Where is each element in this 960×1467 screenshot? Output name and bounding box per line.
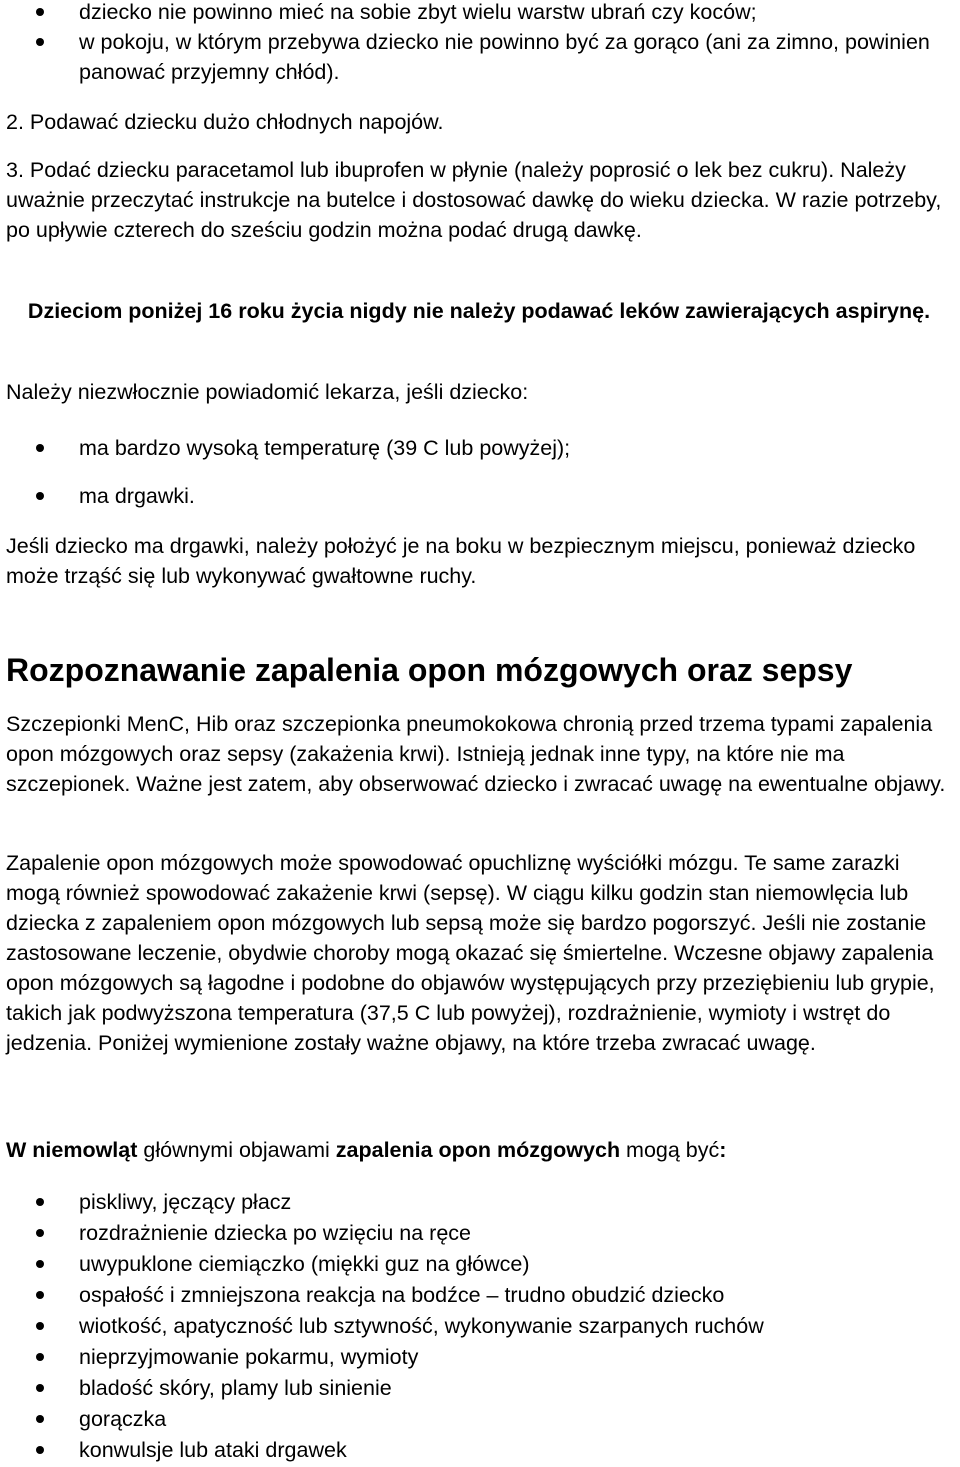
- bullet-icon: [36, 38, 44, 46]
- top-bullet-list: [0, 0, 952, 87]
- list-item: nieprzyjmowanie pokarmu, wymioty: [0, 1342, 952, 1373]
- bullet-icon: [36, 1229, 44, 1237]
- section-heading: Rozpoznawanie zapalenia opon mózgowych oraz sepsy: [6, 652, 853, 688]
- list-item: konwulsje lub ataki drgawek: [0, 1435, 952, 1466]
- list-item: wiotkość, apatyczność lub sztywność, wykonywanie szarpanych ruchów: [0, 1311, 952, 1342]
- bullet-icon: [36, 1198, 44, 1206]
- symptoms-list: [0, 1187, 952, 1466]
- list-item: piskliwy, jęczący płacz: [0, 1187, 952, 1218]
- step-3: 3. Podać dziecku paracetamol lub ibuprofen w płynie (należy poprosić o lek bez cukru). Należy uważnie przeczytać instrukcje na butelce i dostosować dawkę do wieku dziecka. W razie potrzeby, po upływie czterech do sześciu godzin można podać drugą dawkę.: [6, 158, 942, 242]
- bullet-icon: [36, 1353, 44, 1361]
- list-item: dziecko nie powinno mieć na sobie zbyt wielu warstw ubrań czy koców;: [0, 0, 952, 27]
- notify-list: [0, 430, 952, 514]
- list-item: gorączka: [0, 1404, 952, 1435]
- bullet-icon: [36, 1260, 44, 1268]
- bullet-icon: [36, 1384, 44, 1392]
- bullet-icon: [36, 492, 44, 500]
- list-item: uwypuklone ciemiączko (miękki guz na główce): [0, 1249, 952, 1280]
- list-item: ma drgawki.: [0, 478, 952, 514]
- infants-intro: W niemowląt głównymi objawami zapalenia opon mózgowych mogą być:: [6, 1138, 727, 1162]
- notify-intro: Należy niezwłocznie powiadomić lekarza, jeśli dziecko:: [6, 380, 529, 404]
- list-item: rozdrażnienie dziecka po wzięciu na ręce: [0, 1218, 952, 1249]
- list-item: ospałość i zmniejszona reakcja na bodźce – trudno obudzić dziecko: [0, 1280, 952, 1311]
- list-item: bladość skóry, plamy lub sinienie: [0, 1373, 952, 1404]
- list-item: w pokoju, w którym przebywa dziecko nie powinno być za gorąco (ani za zimno, powinien panować przyjemny chłód).: [0, 27, 952, 87]
- list-item: ma bardzo wysoką temperaturę (39 C lub powyżej);: [0, 430, 952, 466]
- bullet-icon: [36, 1291, 44, 1299]
- bullet-icon: [36, 8, 44, 16]
- vaccines-paragraph: Szczepionki MenC, Hib oraz szczepionka pneumokokowa chronią przed trzema typami zapalenia opon mózgowych oraz sepsy (zakażenia krwi). Istnieją jednak inne typy, na które nie ma szczepionek. Ważne jest zatem, aby obserwować dziecko i zwracać uwagę na ewentualne objawy.: [6, 712, 946, 796]
- bullet-icon: [36, 1446, 44, 1454]
- step-2: 2. Podawać dziecku dużo chłodnych napojów.: [6, 110, 444, 134]
- seizure-paragraph: Jeśli dziecko ma drgawki, należy położyć je na boku w bezpiecznym miejscu, ponieważ dziecko może trząść się lub wykonywać gwałtowne ruchy.: [6, 534, 916, 588]
- meningitis-paragraph: Zapalenie opon mózgowych może spowodować opuchliznę wyściółki mózgu. Te same zarazki mogą również spowodować zakażenie krwi (sepsę). W ciągu kilku godzin stan niemowlęcia lub dziecka z zapaleniem opon mózgowych lub sepsą może się bardzo pogorszyć. Jeśli nie zostanie zastosowane leczenie, obydwie choroby mogą okazać się śmiertelne. Wczesne objawy zapalenia opon mózgowych są łagodne i podobne do objawów występujących przy przeziębieniu lub grypie, takich jak podwyższona temperatura (37,5 C lub powyżej), rozdrażnienie, wymioty i wstręt do jedzenia. Poniżej wymienione zostały ważne objawy, na które trzeba zwracać uwagę.: [6, 851, 935, 1055]
- aspirin-warning: Dzieciom poniżej 16 roku życia nigdy nie należy podawać leków zawierających aspirynę.: [27, 299, 931, 323]
- bullet-icon: [36, 444, 44, 452]
- bullet-icon: [36, 1415, 44, 1423]
- bullet-icon: [36, 1322, 44, 1330]
